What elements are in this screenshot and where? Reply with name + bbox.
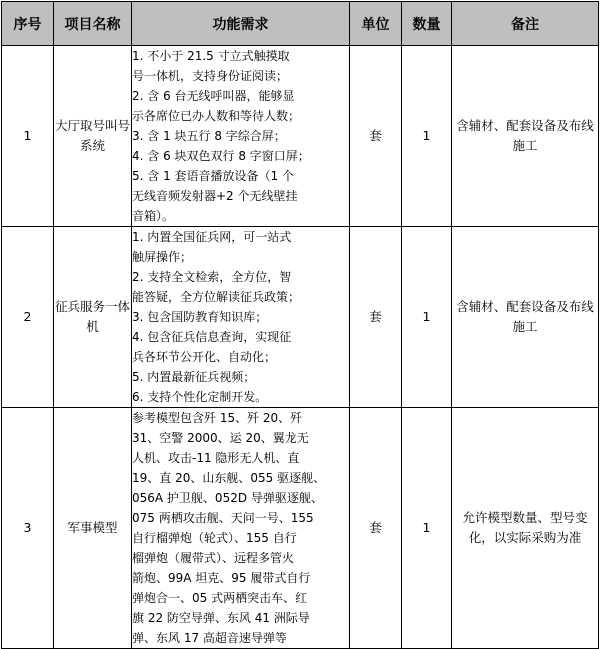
requirement-line: 1. 不小于 21.5 寸立式触摸取	[132, 49, 290, 63]
requirement-line: 2. 支持全文检索，全方位，智	[132, 270, 292, 284]
row-unit: 套	[350, 46, 402, 227]
row-seq: 1	[2, 46, 54, 227]
requirement-line: 31、空警 2000、运 20、翼龙无	[132, 431, 309, 445]
requirement-line: 3. 含 1 块五行 8 字综合屏；	[132, 129, 286, 143]
requirement-line: 5. 内置最新征兵视频；	[132, 370, 256, 384]
requirement-line: 1. 内置全国征兵网，可一站式	[132, 230, 292, 244]
requirement-line: 056A 护卫舰、052D 导弹驱逐舰、	[132, 491, 323, 505]
row-quantity: 1	[402, 46, 452, 227]
requirement-line: 示各席位已办人数和等待人数；	[132, 109, 301, 123]
requirement-line: 3. 包含国防教育知识库；	[132, 310, 268, 324]
requirement-line: 音箱）。	[132, 209, 175, 223]
requirement-line: 号一体机，支持身份证阅读；	[132, 69, 289, 83]
table-row	[2, 227, 599, 408]
requirement-line: 无线音频发射器+2 个无线壁挂	[132, 189, 298, 203]
requirement-line: 4. 包含征兵信息查询，实现征	[132, 330, 292, 344]
requirement-line: 触屏操作；	[132, 250, 193, 264]
row-seq: 2	[2, 227, 54, 408]
row-remark: 含辅材、配套设备及布线施工	[452, 227, 599, 408]
header-name: 项目名称	[54, 2, 132, 46]
row-seq: 3	[2, 408, 54, 649]
row-name: 征兵服务一体机	[54, 227, 132, 408]
requirement-line: 人机、攻击-11 隐形无人机、直	[132, 451, 300, 465]
row-remark: 允许模型数量、型号变化，以实际采购为准	[452, 408, 599, 649]
table-row	[2, 46, 599, 227]
header-quantity: 数量	[402, 2, 452, 46]
requirement-line: 自行榴弹炮（轮式）、155 自行	[132, 531, 297, 545]
requirement-line: 箭炮、99A 坦克、95 履带式自行	[132, 571, 311, 585]
row-name: 大厅取号叫号系统	[54, 46, 132, 227]
requirement-line: 4. 含 6 块双色双行 8 字窗口屏；	[132, 149, 310, 163]
requirements-table	[1, 1, 599, 649]
row-requirement	[132, 46, 350, 227]
header-remark: 备注	[452, 2, 599, 46]
table-row	[2, 408, 599, 649]
requirement-line: 兵各环节公开化、自动化；	[132, 350, 277, 364]
requirement-line: 075 两栖攻击舰、天问一号、155	[132, 511, 314, 525]
header-row	[2, 2, 599, 46]
requirement-line: 弹、东风 17 高超音速导弹等	[132, 631, 287, 645]
requirement-line: 19、直 20、山东舰、055 驱逐舰、	[132, 471, 326, 485]
header-unit: 单位	[350, 2, 402, 46]
requirement-line: 榴弹炮（履带式）、远程多管火	[132, 551, 295, 565]
requirement-line: 能答疑，全方位解读征兵政策；	[132, 290, 301, 304]
row-requirement	[132, 408, 350, 649]
requirement-line: 5. 含 1 套语音播放设备（1 个	[132, 169, 294, 183]
requirement-line: 参考模型包含歼 15、歼 20、歼	[132, 411, 303, 425]
requirement-line: 2. 含 6 台无线呼叫器，能够显	[132, 89, 295, 103]
row-unit: 套	[350, 227, 402, 408]
row-quantity: 1	[402, 408, 452, 649]
header-requirement: 功能需求	[132, 2, 350, 46]
requirement-line: 旗 22 防空导弹、东风 41 洲际导	[132, 611, 310, 625]
row-quantity: 1	[402, 227, 452, 408]
requirement-line: 弹炮合一、05 式两栖突击车、红	[132, 591, 308, 605]
row-unit: 套	[350, 408, 402, 649]
row-remark: 含辅材、配套设备及布线施工	[452, 46, 599, 227]
requirement-line: 6. 支持个性化定制开发。	[132, 390, 268, 404]
row-name: 军事模型	[54, 408, 132, 649]
header-seq: 序号	[2, 2, 54, 46]
row-requirement	[132, 227, 350, 408]
